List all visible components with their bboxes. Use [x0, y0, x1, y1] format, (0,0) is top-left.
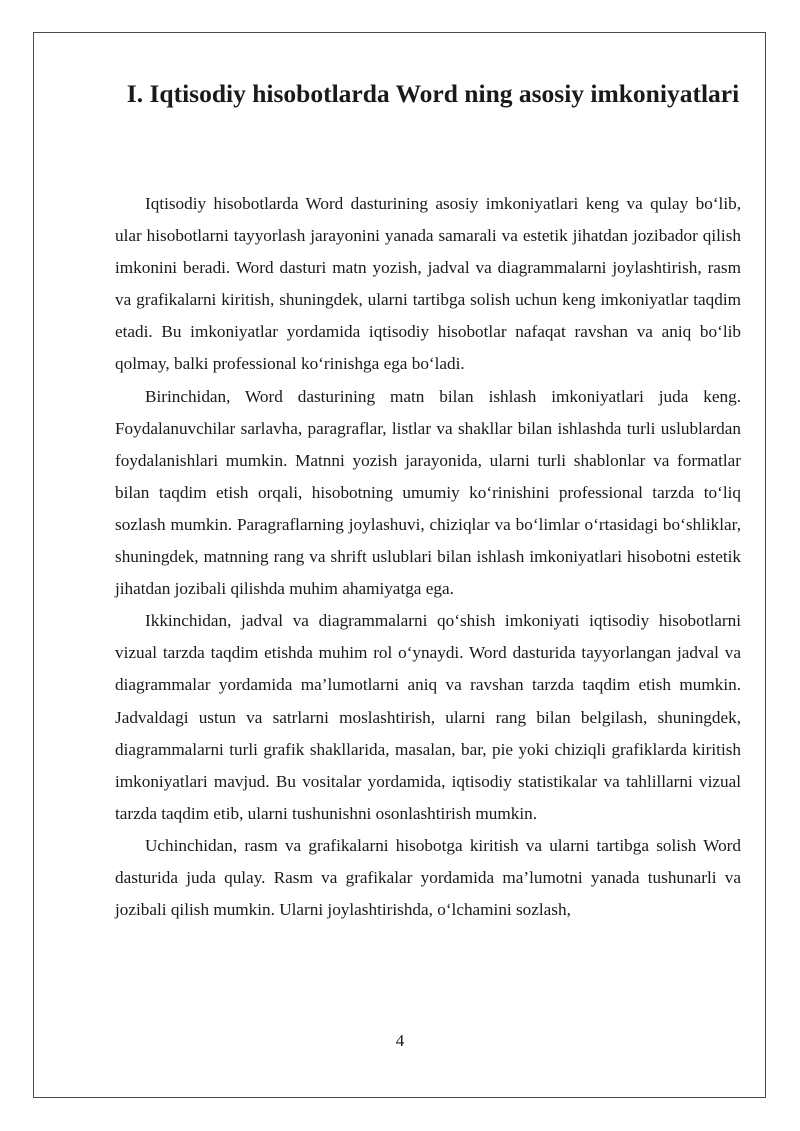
paragraph-intro: Iqtisodiy hisobotlarda Word dasturining asosiy imkoniyatlari keng va qulay bo‘lib, ular hisobotlarni tayyorlash jarayonini yanada samarali va estetik jihatdan jozibador qilish imkonini beradi. Word dasturi matn yozish, jadval va diagrammalarni joylashtirish, rasm va grafikalarni kiritish, shuningdek, ularni tartibga solish uchun keng imkoniyatlar taqdim etadi. Bu imkoniyatlar yordamida iqtisodiy hisobotlar nafaqat ravshan va aniq bo‘lib qolmay, balki professional ko‘rinishga ega bo‘ladi. — [115, 194, 741, 374]
page-title: I. Iqtisodiy hisobotlarda Word ning asosiy imkoniyatlari — [126, 79, 740, 108]
document-body — [115, 188, 741, 926]
paragraph-first: Birinchidan, Word dasturining matn bilan ishlash imkoniyatlari juda keng. Foydalanuvchilar sarlavha, paragraflar, listlar va shakllar bilan ishlashda turli uslublardan foydalanishlari mumkin. Matnni yozish jarayonida, ularni turli shablonlar va formatlar bilan taqdim etish orqali, hisobotning umumiy ko‘rinishini professional tarzda to‘liq sozlash mumkin. Paragraflarning joylashuvi, chiziqlar va bo‘limlar o‘rtasidagi bo‘shliklar, shuningdek, matnning rang va shrift uslublari bilan ishlash imkoniyatlari hisobotni estetik jihatdan jozibali qilishda muhim ahamiyatga ega. — [115, 386, 741, 599]
page-number: 4 — [395, 1031, 405, 1050]
paragraph-third: Uchinchidan, rasm va grafikalarni hisobotga kiritish va ularni tartibga solish Word dasturida juda qulay. Rasm va grafikalar yordamida ma’lumotni yanada tushunarli va jozibali qilish mumkin. Ularni joylashtirishda, o‘lchamini sozlash, — [115, 835, 741, 920]
paragraph-second: Ikkinchidan, jadval va diagrammalarni qo‘shish imkoniyati iqtisodiy hisobotlarni vizual tarzda taqdim etishda muhim rol o‘ynaydi. Word dasturida tayyorlangan jadval va diagrammalar yordamida ma’lumotlarni aniq va ravshan tarzda taqdim etish mumkin. Jadvaldagi ustun va satrlarni moslashtirish, ularni rang bilan belgilash, shuningdek, diagrammalarni turli grafik shakllarida, masalan, bar, pie yoki chiziqli grafiklarda kiritish imkoniyatlari mavjud. Bu vositalar yordamida, iqtisodiy statistikalar va tahlillarni vizual tarzda taqdim etib, ularni tushunishni osonlashtirish mumkin. — [115, 611, 741, 823]
